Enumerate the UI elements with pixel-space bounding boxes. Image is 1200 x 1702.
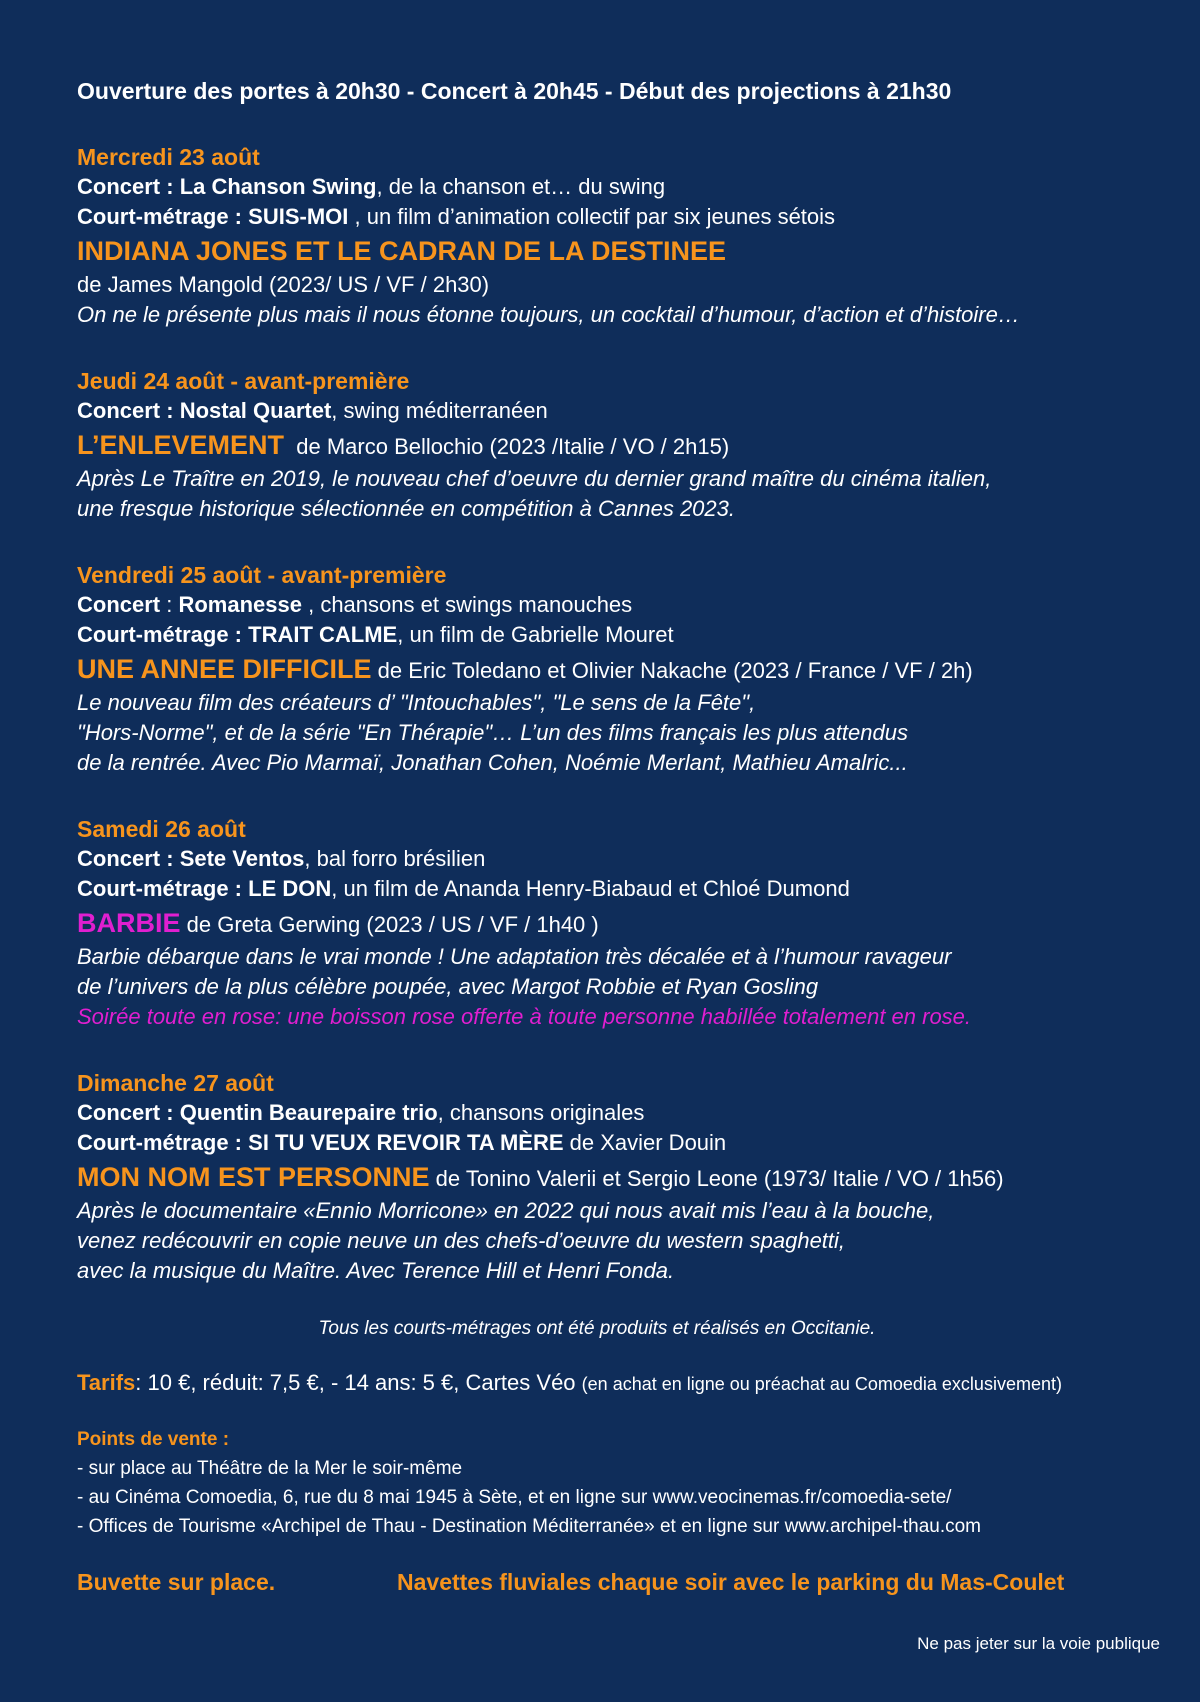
short-film-line	[77, 202, 1157, 232]
short-label: Court-métrage :	[77, 876, 243, 901]
short-film-line	[77, 874, 1157, 904]
concert-line	[77, 844, 1157, 874]
concert-label: Concert :	[77, 398, 174, 423]
short-label: Court-métrage :	[77, 1130, 243, 1155]
concert-label: Concert :	[77, 174, 174, 199]
film-credits: de Eric Toledano et Olivier Nakache (2023 / France / VF / 2h)	[377, 658, 973, 683]
concert-name: Romanesse	[178, 592, 302, 617]
concert-label: Concert :	[77, 846, 174, 871]
day-wednesday	[77, 142, 1157, 330]
day-title: Jeudi 24 août - avant-première	[77, 368, 410, 394]
concert-label: Concert	[77, 592, 161, 617]
day-title: Mercredi 23 août	[77, 144, 260, 170]
short-label: Court-métrage :	[77, 622, 243, 647]
film-title: INDIANA JONES ET LE CADRAN DE LA DESTINEE	[77, 236, 727, 266]
short-desc: , un film de Gabrielle Mouret	[397, 622, 674, 647]
film-description: On ne le présente plus mais il nous étonne toujours, un cocktail d’humour, d’action et d’histoire…	[77, 302, 1020, 327]
film-credits: de Greta Gerwing (2023 / US / VF / 1h40 )	[186, 912, 599, 937]
film-credits: de Tonino Valerii et Sergio Leone (1973/ Italie / VO / 1h56)	[435, 1166, 1004, 1191]
short-films-note: Tous les courts-métrages ont été produits et réalisés en Occitanie.	[318, 1318, 876, 1339]
short-desc: , un film de Ananda Henry-Biabaud et Chloé Dumond	[331, 876, 850, 901]
concert-desc: , chansons originales	[437, 1100, 645, 1125]
concert-name: La Chanson Swing	[179, 174, 377, 199]
film-description: venez redécouvrir en copie neuve un des chefs-d’oeuvre du western spaghetti,	[77, 1228, 846, 1253]
short-desc: de Xavier Douin	[563, 1130, 727, 1155]
tarifs-line	[77, 1370, 1157, 1396]
concert-line	[77, 1098, 1157, 1128]
film-line	[77, 652, 1157, 688]
concert-line: Concert : Romanesse , chansons et swings manouches	[77, 592, 633, 617]
tarifs-small-note: (en achat en ligne ou préachat au Comoedia exclusivement)	[581, 1374, 1062, 1394]
pink-evening-note: Soirée toute en rose: une boisson rose offerte à toute personne habillée totalement en rose.	[77, 1004, 972, 1029]
film-title: L’ENLEVEMENT	[77, 430, 285, 460]
film-description: Barbie débarque dans le vrai monde ! Une adaptation très décalée et à l’humour ravageur	[77, 944, 952, 969]
film-description: de l’univers de la plus célèbre poupée, avec Margot Robbie et Ryan Gosling	[77, 974, 819, 999]
points-de-vente-title: Points de vente :	[77, 1429, 230, 1450]
day-title: Dimanche 27 août	[77, 1070, 274, 1096]
program-page	[77, 78, 1157, 1599]
concert-name: Quentin Beaurepaire trio	[179, 1100, 438, 1125]
film-line	[77, 906, 1157, 942]
short-name: TRAIT CALME	[248, 622, 398, 647]
footer-note: Ne pas jeter sur la voie publique	[917, 1634, 1160, 1653]
concert-desc: , de la chanson et… du swing	[376, 174, 666, 199]
film-description: avec la musique du Maître. Avec Terence Hill et Henri Fonda.	[77, 1258, 675, 1283]
short-desc: , un film d’animation collectif par six jeunes sétois	[348, 204, 836, 229]
navettes-text: Navettes fluviales chaque soir avec le parking du Mas-Coulet	[397, 1569, 1065, 1595]
short-name: SI TU VEUX REVOIR TA MÈRE	[248, 1130, 564, 1155]
short-film-line	[77, 1128, 1157, 1158]
concert-name: Nostal Quartet	[179, 398, 332, 423]
film-description: Après Le Traître en 2019, le nouveau chef d’oeuvre du dernier grand maître du cinéma italien,	[77, 466, 992, 491]
film-credits: de James Mangold (2023/ US / VF / 2h30)	[77, 272, 490, 297]
film-title: MON NOM EST PERSONNE	[77, 1162, 430, 1192]
film-credits: de Marco Bellochio (2023 /Italie / VO / 2h15)	[296, 434, 730, 459]
concert-desc: , chansons et swings manouches	[301, 592, 633, 617]
tarifs-text: : 10 €, réduit: 7,5 €, - 14 ans: 5 €, Cartes Véo	[135, 1370, 576, 1395]
short-film-line	[77, 620, 1157, 650]
schedule-header: Ouverture des portes à 20h30 - Concert à 20h45 - Début des projections à 21h30	[77, 78, 952, 104]
day-saturday	[77, 814, 1157, 1032]
film-description: une fresque historique sélectionnée en compétition à Cannes 2023.	[77, 496, 736, 521]
film-description: "Hors-Norme", et de la série "En Thérapie"… L’un des films français les plus attendus	[77, 720, 908, 745]
film-line	[77, 428, 1157, 464]
concert-desc: , swing méditerranéen	[331, 398, 548, 423]
concert-label: Concert :	[77, 1100, 174, 1125]
short-name: LE DON	[248, 876, 332, 901]
point-de-vente-item: - sur place au Théâtre de la Mer le soir-même	[77, 1458, 463, 1479]
film-description: Après le documentaire «Ennio Morricone» en 2022 qui nous avait mis l’eau à la bouche,	[77, 1198, 935, 1223]
concert-line	[77, 396, 1157, 426]
points-de-vente	[77, 1426, 1157, 1541]
film-title: UNE ANNEE DIFFICILE	[77, 654, 372, 684]
concert-name: Sete Ventos	[179, 846, 305, 871]
film-title: BARBIE	[77, 908, 181, 938]
point-de-vente-item: - Offices de Tourisme «Archipel de Thau - Destination Méditerranée» et en ligne sur www.archipel-thau.com	[77, 1516, 982, 1537]
buvette-text: Buvette sur place.	[77, 1569, 276, 1595]
film-line	[77, 234, 1157, 270]
film-description: Le nouveau film des créateurs d’ "Intouchables", "Le sens de la Fête",	[77, 690, 756, 715]
bottom-info	[77, 1569, 1157, 1599]
day-thursday	[77, 366, 1157, 524]
film-description: de la rentrée. Avec Pio Marmaï, Jonathan Cohen, Noémie Merlant, Mathieu Amalric...	[77, 750, 908, 775]
day-friday	[77, 560, 1157, 778]
day-title: Vendredi 25 août - avant-première	[77, 562, 447, 588]
day-title: Samedi 26 août	[77, 816, 246, 842]
short-label: Court-métrage :	[77, 204, 243, 229]
concert-line	[77, 172, 1157, 202]
day-sunday	[77, 1068, 1157, 1286]
point-de-vente-item: - au Cinéma Comoedia, 6, rue du 8 mai 1945 à Sète, et en ligne sur www.veocinemas.fr/comoedia-sete/	[77, 1487, 952, 1508]
tarifs-label: Tarifs	[77, 1370, 136, 1395]
concert-desc: , bal forro brésilien	[304, 846, 486, 871]
short-name: SUIS-MOI	[248, 204, 349, 229]
film-line	[77, 1160, 1157, 1196]
